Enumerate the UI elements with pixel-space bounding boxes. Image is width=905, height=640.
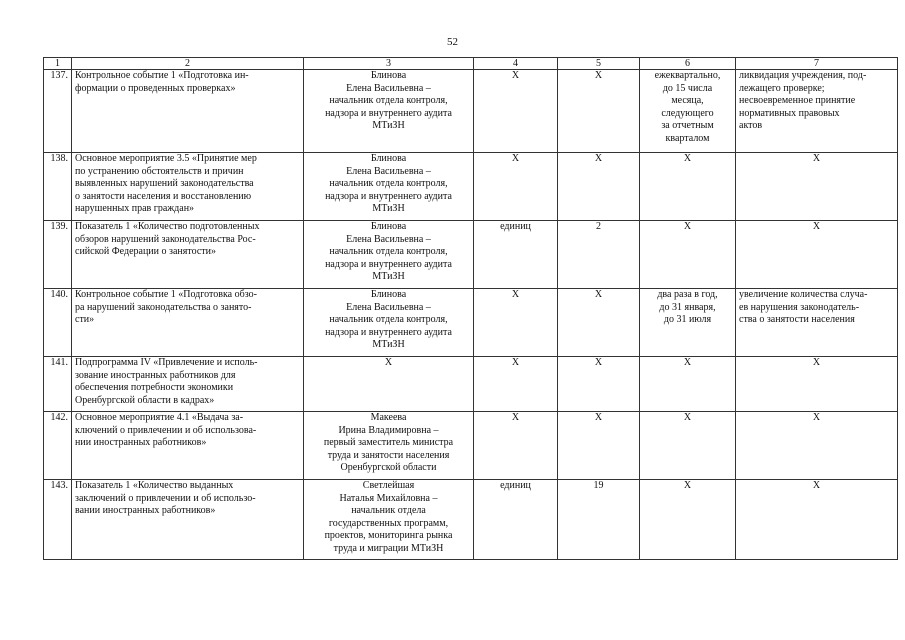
- item-name: [72, 70, 304, 153]
- row-number-text: 141.: [50, 357, 68, 368]
- unit-cell: [474, 357, 558, 412]
- period-cell-text: два раза в год, до 31 января, до 31 июля: [657, 289, 718, 326]
- period-cell-text: X: [683, 412, 692, 423]
- value-cell: [558, 289, 640, 357]
- unit-cell: [474, 70, 558, 153]
- responsible-person-text: Блинова Елена Васильевна – начальник отдела контроля, надзора и внутреннего аудита МТиЗН: [325, 153, 452, 215]
- period-cell: [640, 412, 736, 480]
- column-header: 6: [640, 58, 736, 70]
- risks-cell: [736, 412, 898, 480]
- item-name: [72, 153, 304, 221]
- item-name: [72, 221, 304, 289]
- responsible-person: [304, 357, 474, 412]
- risks-cell: [736, 221, 898, 289]
- period-cell: [640, 357, 736, 412]
- item-name-text: Основное мероприятие 4.1 «Выдача за- ключений о привлечении и об использова- нии иностранных работников»: [75, 412, 257, 449]
- value-cell-text: 19: [593, 480, 604, 491]
- responsible-person: [304, 70, 474, 153]
- value-cell-text: X: [594, 289, 603, 300]
- value-cell: [558, 357, 640, 412]
- period-cell-text: X: [683, 480, 692, 491]
- unit-cell-text: единиц: [500, 221, 531, 232]
- row-number: [44, 357, 72, 412]
- page-number: 52: [447, 36, 458, 48]
- unit-cell-text: единиц: [500, 480, 531, 491]
- row-number: [44, 221, 72, 289]
- responsible-person-text: Блинова Елена Васильевна – начальник отдела контроля, надзора и внутреннего аудита МТиЗН: [325, 221, 452, 283]
- value-cell: [558, 70, 640, 153]
- value-cell-text: X: [594, 357, 603, 368]
- responsible-person-text: X: [384, 357, 393, 368]
- table-row: [44, 221, 898, 289]
- risks-cell-text: X: [812, 357, 821, 368]
- table-row: [44, 289, 898, 357]
- risks-cell-text: X: [812, 153, 821, 164]
- value-cell: [558, 412, 640, 480]
- item-name-text: Контрольное событие 1 «Подготовка обзо- ра нарушений законодательства о занято- сти»: [75, 289, 257, 326]
- value-cell: [558, 480, 640, 560]
- item-name-text: Показатель 1 «Количество подготовленных обзоров нарушений законодательства Рос- сийской Федерации о занятости»: [75, 221, 260, 258]
- item-name-text: Подпрограмма IV «Привлечение и исполь- зование иностранных работников для обеспечения потребности экономики Оренбургской области в кадрах»: [75, 357, 258, 406]
- row-number: [44, 289, 72, 357]
- row-number-text: 137.: [50, 70, 68, 81]
- item-name: [72, 357, 304, 412]
- program-table: [43, 57, 898, 560]
- unit-cell-text: X: [511, 70, 520, 81]
- value-cell-text: 2: [596, 221, 601, 232]
- row-number-text: 138.: [50, 153, 68, 164]
- risks-cell-text: X: [812, 480, 821, 491]
- item-name-text: Контрольное событие 1 «Подготовка ин- формации о проведенных проверках»: [75, 70, 249, 94]
- unit-cell: [474, 480, 558, 560]
- row-number: [44, 480, 72, 560]
- risks-cell-text: ликвидация учреждения, под- лежащего проверке; несвоевременное принятие нормативных правовых актов: [739, 70, 867, 132]
- item-name: [72, 480, 304, 560]
- responsible-person: [304, 221, 474, 289]
- responsible-person-text: Блинова Елена Васильевна – начальник отдела контроля, надзора и внутреннего аудита МТиЗН: [325, 289, 452, 351]
- risks-cell: [736, 70, 898, 153]
- unit-cell-text: X: [511, 289, 520, 300]
- risks-cell: [736, 289, 898, 357]
- risks-cell: [736, 357, 898, 412]
- risks-cell: [736, 153, 898, 221]
- table-row: [44, 357, 898, 412]
- item-name-text: Основное мероприятие 3.5 «Принятие мер по устранению обстоятельств и причин выявленных нарушений законодательства о занятости населения и восстановлению нарушенных прав граждан»: [75, 153, 257, 215]
- unit-cell-text: X: [511, 153, 520, 164]
- period-cell-text: X: [683, 221, 692, 232]
- row-number-text: 140.: [50, 289, 68, 300]
- period-cell: [640, 221, 736, 289]
- column-header: 1: [44, 58, 72, 70]
- column-header: 2: [72, 58, 304, 70]
- value-cell: [558, 221, 640, 289]
- risks-cell: [736, 480, 898, 560]
- period-cell-text: X: [683, 153, 692, 164]
- responsible-person: [304, 289, 474, 357]
- unit-cell-text: X: [511, 412, 520, 423]
- unit-cell: [474, 289, 558, 357]
- column-header: 7: [736, 58, 898, 70]
- column-header: 3: [304, 58, 474, 70]
- period-cell: [640, 480, 736, 560]
- table-row: [44, 412, 898, 480]
- row-number-text: 139.: [50, 221, 68, 232]
- row-number: [44, 412, 72, 480]
- responsible-person-text: Макеева Ирина Владимировна – первый заместитель министра труда и занятости населения Оренбургской области: [323, 412, 454, 474]
- period-cell: [640, 289, 736, 357]
- period-cell-text: ежеквартально, до 15 числа месяца, следующего за отчетным кварталом: [654, 70, 721, 144]
- column-number-row: [44, 58, 898, 70]
- table-row: [44, 480, 898, 560]
- table-row: [44, 153, 898, 221]
- item-name-text: Показатель 1 «Количество выданных заключений о привлечении и об использо- вании иностранных работников»: [75, 480, 256, 517]
- responsible-person: [304, 153, 474, 221]
- unit-cell-text: X: [511, 357, 520, 368]
- unit-cell: [474, 221, 558, 289]
- row-number: [44, 70, 72, 153]
- period-cell: [640, 70, 736, 153]
- risks-cell-text: X: [812, 221, 821, 232]
- responsible-person-text: Блинова Елена Васильевна – начальник отдела контроля, надзора и внутреннего аудита МТиЗН: [325, 70, 452, 132]
- unit-cell: [474, 412, 558, 480]
- period-cell: [640, 153, 736, 221]
- period-cell-text: X: [683, 357, 692, 368]
- item-name: [72, 412, 304, 480]
- value-cell-text: X: [594, 412, 603, 423]
- column-header: 4: [474, 58, 558, 70]
- row-number: [44, 153, 72, 221]
- responsible-person: [304, 480, 474, 560]
- value-cell-text: X: [594, 153, 603, 164]
- row-number-text: 142.: [50, 412, 68, 423]
- table-row: [44, 70, 898, 153]
- item-name: [72, 289, 304, 357]
- responsible-person: [304, 412, 474, 480]
- value-cell: [558, 153, 640, 221]
- value-cell-text: X: [594, 70, 603, 81]
- risks-cell-text: увеличение количества случа- ев нарушения законодатель- ства о занятости населения: [739, 289, 868, 326]
- unit-cell: [474, 153, 558, 221]
- risks-cell-text: X: [812, 412, 821, 423]
- row-number-text: 143.: [50, 480, 68, 491]
- responsible-person-text: Светлейшая Наталья Михайловна – начальник отдела государственных программ, проектов, мониторинга рынка труда и миграции МТиЗН: [324, 480, 453, 554]
- column-header: 5: [558, 58, 640, 70]
